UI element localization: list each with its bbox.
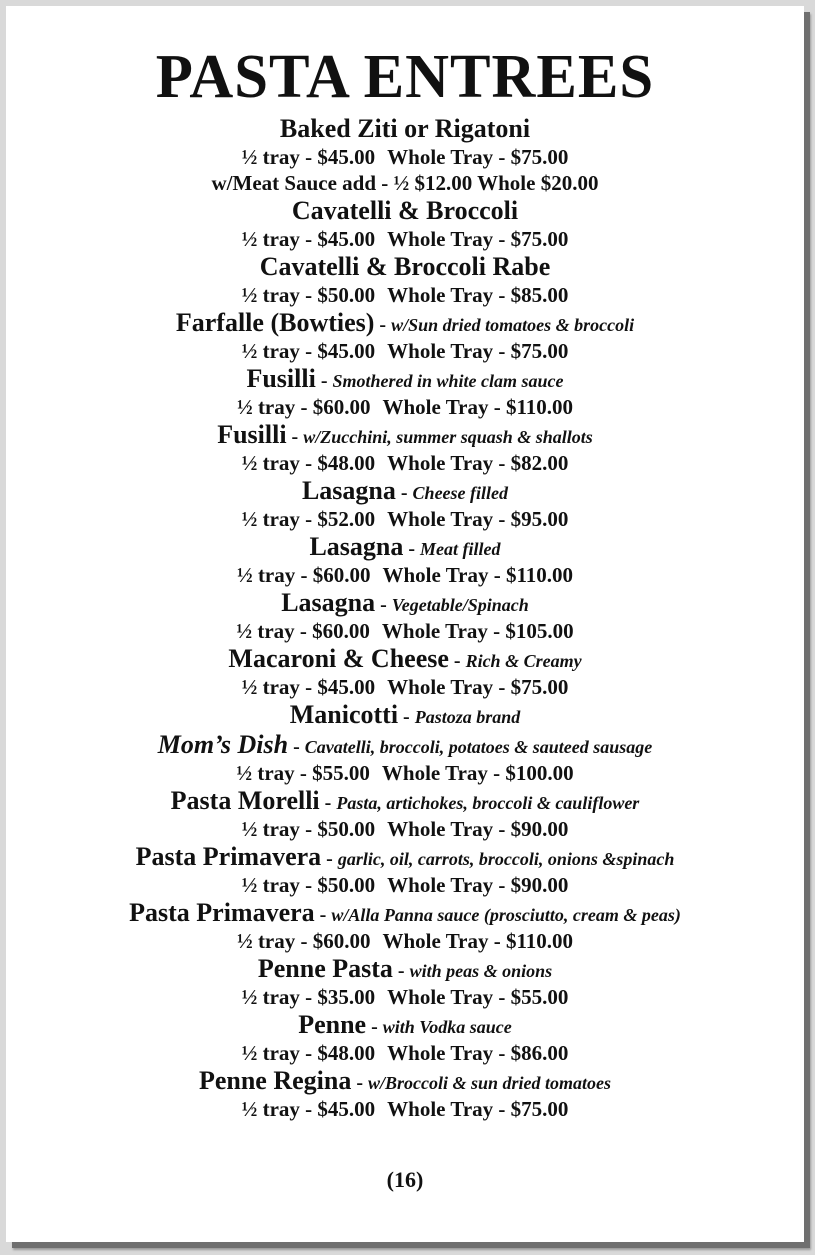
menu-item — [6, 644, 804, 700]
item-name: Lasagna — [309, 532, 404, 561]
menu-item — [6, 308, 804, 364]
whole-tray-price: Whole Tray - $86.00 — [387, 1041, 569, 1065]
item-price-line — [6, 1096, 804, 1122]
menu-item — [6, 1066, 804, 1122]
menu-item — [6, 476, 804, 532]
item-name: Lasagna — [281, 588, 376, 617]
half-tray-price: ½ tray - $45.00 — [241, 145, 376, 169]
whole-tray-price: Whole Tray - $82.00 — [387, 451, 569, 475]
item-price-line — [6, 674, 804, 700]
half-tray-price: ½ tray - $60.00 — [236, 563, 371, 587]
item-description: with peas & onions — [409, 961, 553, 981]
menu-item — [6, 196, 804, 252]
half-tray-price: ½ tray - $45.00 — [241, 227, 376, 251]
item-price-line — [6, 816, 804, 842]
item-addon-price-line: w/Meat Sauce add - ½ $12.00 Whole $20.00 — [211, 171, 599, 195]
item-desc-separator: - — [374, 314, 392, 336]
item-price-line — [6, 872, 804, 898]
item-description: garlic, oil, carrots, broccoli, onions &spinach — [337, 849, 675, 869]
item-price-line — [6, 928, 804, 954]
item-name: Baked Ziti or Rigatoni — [279, 114, 531, 143]
half-tray-price: ½ tray - $35.00 — [241, 985, 376, 1009]
item-desc-separator: - — [286, 426, 304, 448]
item-name: Fusilli — [217, 420, 287, 449]
item-name-line — [6, 476, 804, 506]
item-desc-separator: - — [448, 650, 466, 672]
item-description: Rich & Creamy — [465, 651, 582, 671]
half-tray-price: ½ tray - $60.00 — [236, 619, 370, 643]
item-name-line — [6, 1010, 804, 1040]
item-desc-separator: - — [315, 370, 333, 392]
item-name: Pasta Primavera — [135, 842, 322, 871]
menu-item — [6, 252, 804, 308]
item-desc-separator: - — [288, 736, 305, 758]
item-name-line — [6, 588, 804, 618]
whole-tray-price: Whole Tray - $85.00 — [387, 283, 569, 307]
item-name-line — [6, 1066, 804, 1096]
menu-item — [6, 842, 804, 898]
item-desc-separator: - — [321, 848, 338, 870]
item-description: Pasta, artichokes, broccoli & cauliflower — [336, 793, 640, 813]
item-name-line — [6, 252, 804, 282]
half-tray-price: ½ tray - $45.00 — [241, 675, 376, 699]
menu-item — [6, 588, 804, 644]
half-tray-price: ½ tray - $45.00 — [241, 1097, 376, 1121]
whole-tray-price: Whole Tray - $110.00 — [382, 395, 574, 419]
item-price-line — [6, 450, 804, 476]
whole-tray-price: Whole Tray - $90.00 — [387, 817, 569, 841]
item-price-line — [6, 1040, 804, 1066]
menu-item — [6, 898, 804, 954]
whole-tray-price: Whole Tray - $90.00 — [387, 873, 569, 897]
menu-item — [6, 1010, 804, 1066]
menu-item — [6, 954, 804, 1010]
item-name: Penne — [298, 1010, 367, 1039]
item-desc-separator: - — [351, 1072, 369, 1094]
page-number: (16) — [386, 1167, 424, 1192]
item-price-line — [6, 226, 804, 252]
whole-tray-price: Whole Tray - $75.00 — [387, 145, 569, 169]
item-name: Macaroni & Cheese — [228, 644, 449, 673]
item-name-line — [6, 644, 804, 674]
item-name: Manicotti — [289, 700, 399, 729]
half-tray-price: ½ tray - $50.00 — [241, 873, 376, 897]
item-desc-separator: - — [392, 960, 410, 982]
item-price-line — [6, 562, 804, 588]
menu-item — [6, 730, 804, 786]
item-description: Vegetable/Spinach — [391, 595, 529, 615]
whole-tray-price: Whole Tray - $75.00 — [387, 675, 569, 699]
whole-tray-price: Whole Tray - $75.00 — [387, 227, 569, 251]
item-price-line — [6, 760, 804, 786]
half-tray-price: ½ tray - $55.00 — [236, 761, 370, 785]
item-name: Farfalle (Bowties) — [175, 308, 375, 337]
item-name-line — [6, 954, 804, 984]
item-desc-separator: - — [375, 594, 392, 616]
half-tray-price: ½ tray - $48.00 — [241, 1041, 376, 1065]
item-name-line — [6, 700, 804, 730]
item-price-line — [6, 618, 804, 644]
item-name: Penne Regina — [198, 1066, 352, 1095]
item-description: w/Zucchini, summer squash & shallots — [303, 427, 593, 447]
item-name-line — [6, 786, 804, 816]
item-price-line — [6, 144, 804, 170]
item-price-line — [6, 338, 804, 364]
whole-tray-price: Whole Tray - $75.00 — [387, 339, 569, 363]
item-price-line — [6, 984, 804, 1010]
menu-item — [6, 114, 804, 196]
half-tray-price: ½ tray - $50.00 — [241, 817, 376, 841]
item-description: Meat filled — [420, 539, 501, 559]
item-name-line — [6, 308, 804, 338]
item-name: Pasta Morelli — [170, 786, 320, 815]
half-tray-price: ½ tray - $48.00 — [241, 451, 376, 475]
item-name-line — [6, 532, 804, 562]
item-name: Lasagna — [301, 476, 396, 505]
menu-list — [6, 114, 804, 1122]
item-desc-separator: - — [395, 482, 413, 504]
item-desc-separator: - — [314, 904, 332, 926]
menu-item — [6, 364, 804, 420]
item-desc-separator: - — [319, 792, 337, 814]
item-desc-separator: - — [403, 538, 421, 560]
item-price-line — [6, 506, 804, 532]
item-description: w/Sun dried tomatoes & broccoli — [391, 315, 635, 335]
menu-page — [6, 6, 804, 1242]
item-name-line — [6, 114, 804, 144]
whole-tray-price: Whole Tray - $100.00 — [381, 761, 574, 785]
item-desc-separator: - — [366, 1016, 383, 1038]
menu-item — [6, 420, 804, 476]
whole-tray-price: Whole Tray - $105.00 — [381, 619, 574, 643]
menu-item — [6, 700, 804, 730]
menu-item — [6, 532, 804, 588]
item-name: Pasta Primavera — [129, 898, 315, 927]
item-name-line — [6, 898, 804, 928]
half-tray-price: ½ tray - $60.00 — [236, 929, 371, 953]
item-name: Penne Pasta — [257, 954, 393, 983]
item-description: Pastoza brand — [414, 707, 521, 727]
item-name: Fusilli — [246, 364, 316, 393]
item-name: Cavatelli & Broccoli Rabe — [259, 252, 551, 281]
whole-tray-price: Whole Tray - $110.00 — [382, 929, 574, 953]
item-price-line — [6, 394, 804, 420]
half-tray-price: ½ tray - $50.00 — [241, 283, 376, 307]
whole-tray-price: Whole Tray - $110.00 — [382, 563, 574, 587]
item-name-line — [6, 730, 804, 760]
whole-tray-price: Whole Tray - $95.00 — [387, 507, 569, 531]
item-name-line — [6, 420, 804, 450]
item-name-line — [6, 364, 804, 394]
half-tray-price: ½ tray - $45.00 — [241, 339, 376, 363]
item-description: with Vodka sauce — [382, 1017, 512, 1037]
item-name: Cavatelli & Broccoli — [291, 196, 519, 225]
whole-tray-price: Whole Tray - $75.00 — [387, 1097, 569, 1121]
item-description: Smothered in white clam sauce — [332, 371, 564, 391]
whole-tray-price: Whole Tray - $55.00 — [387, 985, 569, 1009]
item-price-line — [6, 282, 804, 308]
item-name-line — [6, 196, 804, 226]
half-tray-price: ½ tray - $52.00 — [241, 507, 376, 531]
item-description: Cavatelli, broccoli, potatoes & sauteed sausage — [304, 737, 653, 757]
item-description: Cheese filled — [412, 483, 509, 503]
item-name: Mom’s Dish — [157, 730, 289, 759]
item-description: w/Alla Panna sauce (prosciutto, cream & peas) — [331, 905, 681, 925]
page-title: PASTA ENTREES — [155, 43, 655, 111]
half-tray-price: ½ tray - $60.00 — [236, 395, 371, 419]
item-desc-separator: - — [398, 706, 415, 728]
item-name-line — [6, 842, 804, 872]
item-description: w/Broccoli & sun dried tomatoes — [368, 1073, 612, 1093]
menu-item — [6, 786, 804, 842]
